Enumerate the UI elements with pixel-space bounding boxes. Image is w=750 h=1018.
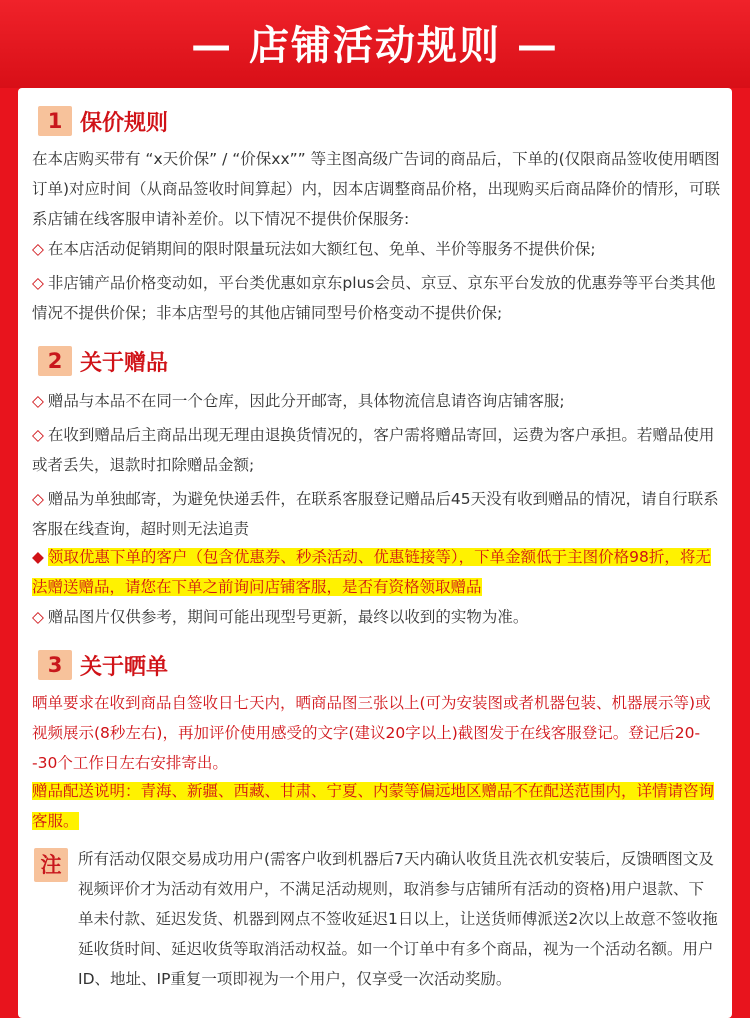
section-1-bullet-1: ◇ 在本店活动促销期间的限时限量玩法如大额红包、免单、半价等服务不提供价保; bbox=[32, 240, 596, 258]
note-text: 所有活动仅限交易成功用户(需客户收到机器后7天内确认收货且洗衣机安装后，反馈晒图文及视频评价才为活动有效用户，不满足活动规则，取消参与店铺所有活动的资格)用户退款、下单未付款、延迟发货、机器到网点不签收延迟1日以上，让送货师傅派送2次以上故意不签收拖延收货时间、延迟收货等取消活动权益。如一个订单中有多个商品，视为一个活动名额。用户ID、地址、IP重复一项即视为一个用户，仅享受一次活动奖励。 bbox=[78, 850, 718, 988]
section-3-delivery-note: 赠品配送说明：青海、新疆、西藏、甘肃、宁夏、内蒙等偏远地区赠品不在配送范围内，详情请咨询客服。 bbox=[32, 782, 715, 830]
diamond-icon: ◇ bbox=[32, 240, 44, 258]
diamond-icon: ◇ bbox=[32, 490, 44, 508]
section-2-bullet-4-highlight: ◆ 领取优惠下单的客户（包含优惠券、秒杀活动、优惠链接等），下单金额低于主图价格98折，将无法赠送赠品，请您在下单之前询问店铺客服，是否有资格领取赠品 bbox=[32, 548, 711, 596]
section-2-bullet-3: ◇ 赠品为单独邮寄，为避免快递丢件，在联系客服登记赠品后45天没有收到赠品的情况，请自行联系客服在线查询，超时则无法追责 bbox=[32, 490, 719, 538]
section-2-header bbox=[38, 346, 168, 376]
filled-diamond-icon: ◆ bbox=[32, 548, 44, 566]
diamond-icon: ◇ bbox=[32, 426, 44, 444]
section-2-bullet-1: ◇ 赠品与本品不在同一个仓库，因此分开邮寄，具体物流信息请咨询店铺客服; bbox=[32, 392, 565, 410]
diamond-icon: ◇ bbox=[32, 608, 44, 626]
header-banner bbox=[0, 0, 750, 88]
section-2-bullet-5: ◇ 赠品图片仅供参考，期间可能出现型号更新，最终以收到的实物为准。 bbox=[32, 608, 529, 626]
section-1-intro: 在本店购买带有 “x天价保” / “价保xx”” 等主图高级广告词的商品后，下单的(仅限商品签收使用晒图订单)对应时间（从商品签收时间算起）内，因本店调整商品价格，出现购买后商品降价的情形，可联系店铺在线客服申请补差价。以下情况不提供价保服务: bbox=[32, 150, 721, 228]
section-2-title: 关于赠品 bbox=[80, 350, 169, 376]
diamond-icon: ◇ bbox=[32, 392, 44, 410]
section-1-number: 1 bbox=[38, 106, 72, 136]
section-3-title: 关于晒单 bbox=[80, 654, 169, 680]
section-1-header bbox=[38, 106, 168, 136]
rules-panel bbox=[18, 88, 732, 1018]
section-3-header bbox=[38, 650, 168, 680]
section-1-title: 保价规则 bbox=[80, 110, 169, 136]
section-2-number: 2 bbox=[38, 346, 72, 376]
section-3-paragraph: 晒单要求在收到商品自签收日七天内，晒商品图三张以上(可为安装图或者机器包装、机器展示等)或视频展示(8秒左右)，再加评价使用感受的文字(建议20字以上)截图发于在线客服登记。登记后20--30个工作日左右安排寄出。 bbox=[32, 694, 711, 772]
diamond-icon: ◇ bbox=[32, 274, 44, 292]
note-badge: 注 bbox=[34, 848, 68, 882]
section-3-number: 3 bbox=[38, 650, 72, 680]
section-1-bullet-2: ◇ 非店铺产品价格变动如，平台类优惠如京东plus会员、京豆、京东平台发放的优惠券等平台类其他情况不提供价保；非本店型号的其他店铺同型号价格变动不提供价保; bbox=[32, 274, 716, 322]
page-title: — 店铺活动规则 — bbox=[191, 23, 559, 69]
section-2-bullet-2: ◇ 在收到赠品后主商品出现无理由退换货情况的，客户需将赠品寄回，运费为客户承担。若赠品使用或者丢失，退款时扣除赠品金额; bbox=[32, 426, 715, 474]
